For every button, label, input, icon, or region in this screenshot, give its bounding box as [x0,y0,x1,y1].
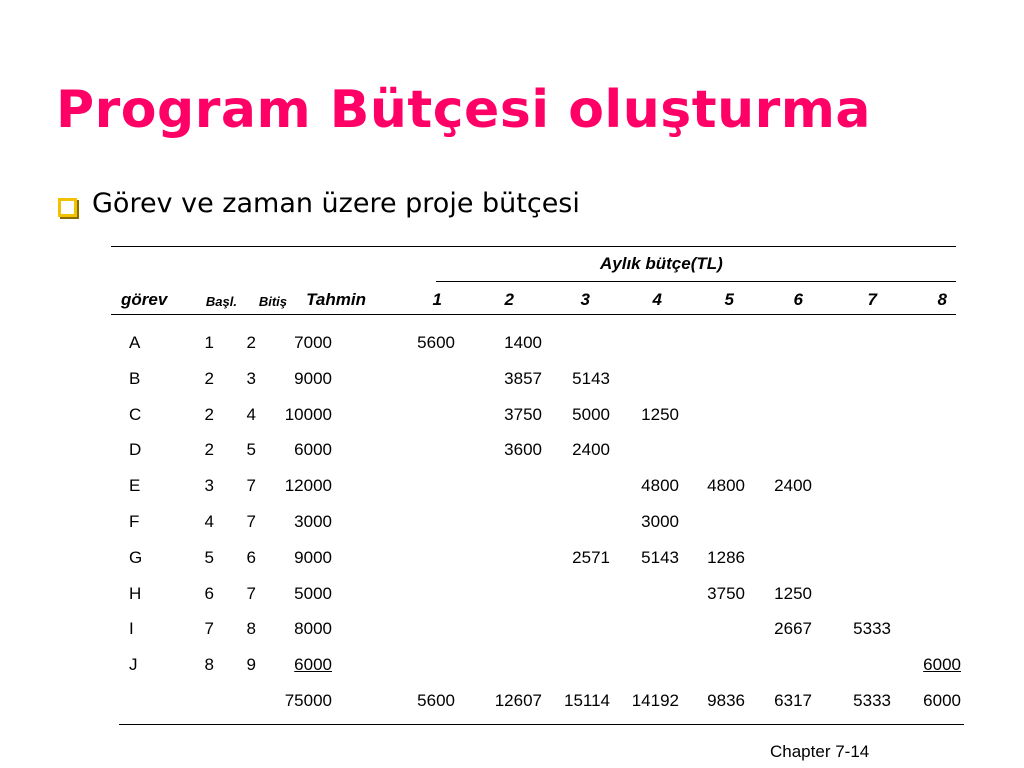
total-month: 5600 [417,691,455,710]
table-bottom-rule [119,724,964,725]
table-cell: 1250 [774,584,812,603]
header-gorev: görev [121,290,168,309]
table-cell: 7 [246,584,256,603]
table-cell: 1400 [504,333,542,352]
table-cell: 1286 [707,548,745,567]
header-month-4: 4 [652,290,662,309]
header-month-7: 7 [867,290,877,309]
table-cell: 8000 [294,619,332,638]
table-cell: 6000 [294,440,332,459]
table-cell: 12000 [284,476,332,495]
table-cell: 7 [246,512,256,531]
table-cell: 3 [204,476,214,495]
row-task-G: G [129,548,143,567]
table-cell: 3750 [707,584,745,603]
total-month: 6317 [774,691,812,710]
total-month: 14192 [631,691,679,710]
table-cell: 6000 [294,655,332,674]
slide-title: Program Bütçesi oluşturma [56,80,872,140]
total-month: 6000 [923,691,961,710]
header-month-2: 2 [504,290,514,309]
row-task-H: H [129,584,142,603]
table-cell: 2400 [774,476,812,495]
row-task-E: E [129,476,141,495]
table-cell: 6000 [923,655,961,674]
table-top-rule [111,246,956,247]
table-cell: 7000 [294,333,332,352]
table-cell: 5 [204,548,214,567]
table-cell: 2667 [774,619,812,638]
row-task-I: I [129,619,134,638]
table-cell: 5333 [853,619,891,638]
row-task-D: D [129,440,142,459]
table-cell: 2 [204,369,214,388]
header-month-6: 6 [793,290,803,309]
table-cell: 6 [204,584,214,603]
header-basl: Başl. [205,294,237,309]
slide-footer: Chapter 7-14 [770,742,870,761]
total-month: 15114 [563,691,610,710]
header-month-1: 1 [432,290,442,309]
row-task-C: C [129,405,142,424]
table-cell: 6 [246,548,256,567]
total-estimate: 75000 [284,691,332,710]
table-cell: 10000 [284,405,332,424]
table-cell: 9000 [294,548,332,567]
table-cell: 4 [204,512,214,531]
table-cell: 7 [246,476,256,495]
table-cell: 8 [246,619,256,638]
group-header-monthly-budget: Aylık bütçe(TL) [600,254,723,273]
bullet-text: Görev ve zaman üzere proje bütçesi [92,188,580,219]
table-cell: 1250 [641,405,679,424]
table-cell: 2 [246,333,256,352]
header-month-8: 8 [937,290,947,309]
total-month: 9836 [707,691,745,710]
table-cell: 3857 [504,369,542,388]
header-bottom-rule [111,314,956,315]
table-cell: 3600 [504,440,542,459]
row-task-A: A [129,333,141,352]
table-cell: 9000 [294,369,332,388]
header-tahmin: Tahmin [306,290,366,309]
table-cell: 4800 [641,476,679,495]
table-cell: 5143 [641,548,679,567]
table-cell: 4 [246,405,256,424]
row-task-J: J [129,655,138,674]
table-cell: 2 [204,405,214,424]
header-month-5: 5 [724,290,734,309]
table-cell: 2400 [572,440,610,459]
table-cell: 4800 [707,476,745,495]
header-month-3: 3 [580,290,590,309]
table-cell: 5600 [417,333,455,352]
total-month: 12607 [494,691,542,710]
table-cell: 9 [246,655,256,674]
table-cell: 5 [246,440,256,459]
total-month: 5333 [853,691,891,710]
group-header-rule [436,281,956,282]
table-cell: 5000 [572,405,610,424]
row-task-B: B [129,369,141,388]
table-cell: 1 [204,333,214,352]
table-cell: 8 [204,655,214,674]
table-cell: 5000 [294,584,332,603]
table-cell: 3 [246,369,256,388]
table-cell: 2 [204,440,214,459]
header-bitis: Bitiş [258,294,287,309]
table-cell: 3750 [504,405,542,424]
row-task-F: F [129,512,140,531]
table-cell: 3000 [294,512,332,531]
table-cell: 3000 [641,512,679,531]
table-cell: 5143 [572,369,610,388]
checkbox-bullet-icon [58,198,77,217]
table-cell: 2571 [572,548,610,567]
table-cell: 7 [204,619,214,638]
